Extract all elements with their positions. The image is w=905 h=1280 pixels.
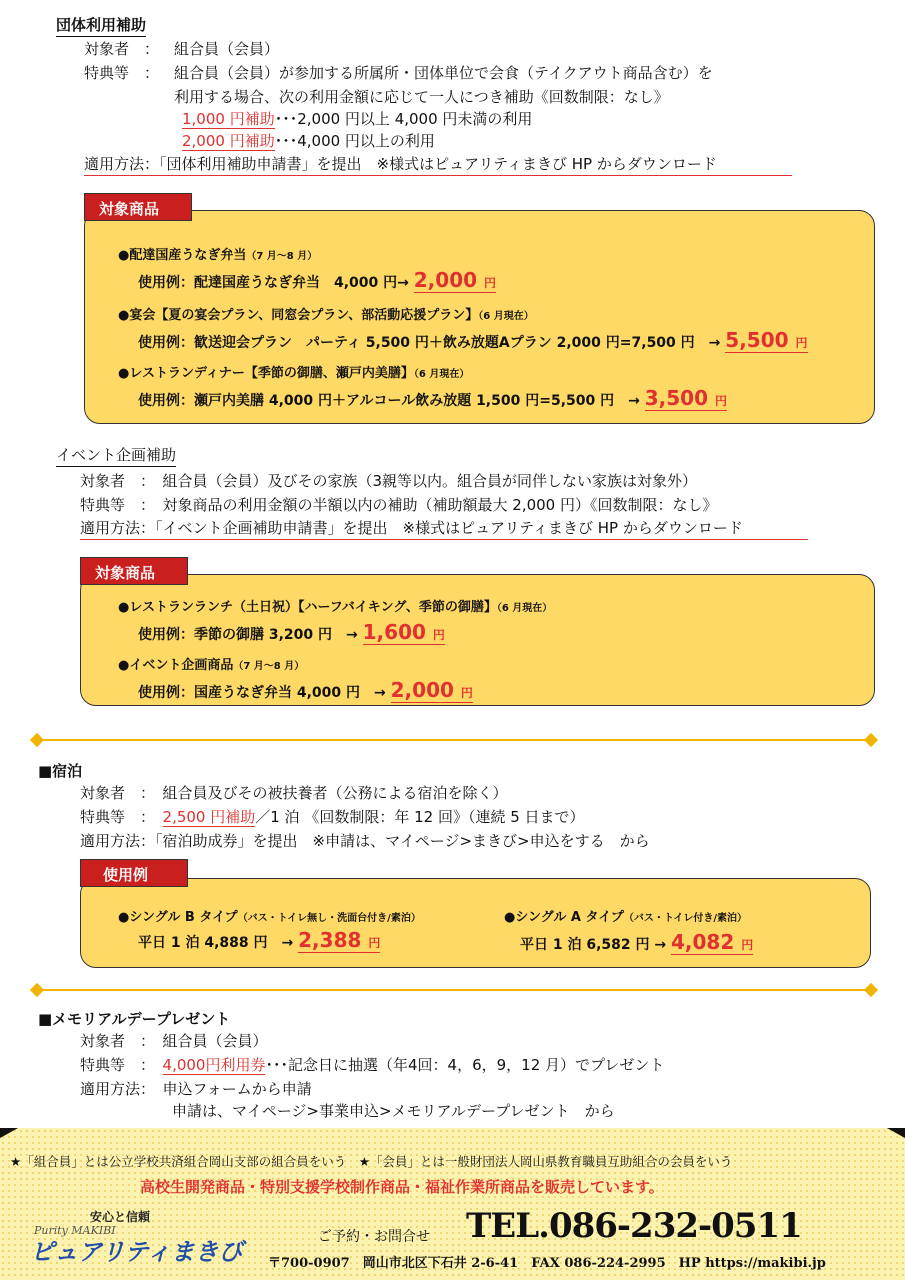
group-target-label: 対象者 ： [84, 40, 160, 58]
group-item-1-price: 2,000 円 [413, 268, 497, 292]
stay-benefit-amount: 2,500 円補助 [162, 808, 256, 826]
divider-2-diamond-right [864, 983, 878, 997]
event-apply-method: 適用方法：「イベント企画補助申請書」を提出 ※様式はピュアリティまきび HP からダウンロード [80, 517, 808, 540]
stay-apply-method: 適用方法：「宿泊助成券」を提出 ※申請は、マイページ>まきび>申込をする から [80, 832, 650, 850]
event-item-2-example: 使用例：国産うなぎ弁当 4,000 円 → 2,000 円 [138, 678, 473, 702]
group-tier2 [182, 130, 435, 152]
divider-1-diamond-right [864, 733, 878, 747]
section-divider-2 [38, 989, 872, 991]
group-tier1 [182, 108, 532, 130]
phone-number[interactable]: TEL.086-232-0511 [466, 1206, 802, 1246]
memorial-benefit-voucher: 4,000円利用券 [162, 1056, 266, 1074]
stay-room-1-example: 平日 1 泊 4,888 円 → 2,388 円 [138, 928, 381, 952]
group-tier2-amount: 2,000 円補助 [182, 132, 275, 150]
memorial-target: 対象者 ： 組合員（会員） [80, 1032, 268, 1050]
stay-room-1-price: 2,388 円 [298, 928, 381, 952]
group-apply-method: 適用方法：「団体利用補助申請書」を提出 ※様式はピュアリティまきび HP からダウンロード [84, 153, 792, 176]
event-target: 対象者 ： 組合員（会員）及びその家族（3親等以内。組合員が同伴しない家族は対象外） [80, 472, 698, 490]
contact-label: ご予約・お問合せ [318, 1229, 430, 1245]
event-item-2-head: ●イベント企画商品（7 月～8 月） [118, 658, 305, 673]
memorial-apply-note: 申請は、マイページ>事業申込>メモリアルデープレゼント から [172, 1102, 615, 1120]
group-tier2-condition: ･･･4,000 円以上の利用 [274, 132, 435, 150]
stay-target: 対象者 ： 組合員及びその被扶養者（公務による宿泊を除く） [80, 784, 508, 802]
event-products-tag: 対象商品 [80, 557, 188, 585]
event-item-1-example: 使用例：季節の御膳 3,200 円 → 1,600 円 [138, 620, 445, 644]
event-section-title: イベント企画補助 [56, 444, 176, 467]
stay-benefit-detail: ／1 泊 《回数制限：年 12 回》（連続 5 日まで） [255, 808, 585, 826]
footer-definition-note: ★「組合員」とは公立学校共済組合岡山支部の組合員をいう ★「会員」とは一般財団法人岡山県教育職員互助組合の会員をいう [10, 1154, 733, 1169]
stay-room-1-head: ●シングル B タイプ（バス・トイレ無し・洗面台付き/素泊） [118, 910, 421, 925]
event-benefit: 特典等 ： 対象商品の利用金額の半額以内の補助（補助額最大 2,000 円）《回数制限：なし》 [80, 496, 718, 514]
stay-benefit [80, 806, 585, 828]
stay-section-title: ■宿泊 [38, 762, 83, 780]
stay-room-2-example: 平日 1 泊 6,582 円 → 4,082 円 [520, 930, 754, 954]
divider-2-diamond-left [30, 983, 44, 997]
memorial-benefit-label: 特典等 ： [80, 1056, 148, 1074]
group-benefit-line1: 組合員（会員）が参加する所属所・団体単位で会食（テイクアウト商品含む）を [174, 64, 713, 82]
memorial-benefit-detail: ･･･記念日に抽選（年4回：4，6，9，12 月）でプレゼント [265, 1056, 665, 1074]
group-item-2-example: 使用例：歓送迎会プラン パーティ 5,500 円＋飲み放題Aプラン 2,000 円=7,500 円 → 5,500 円 [138, 328, 808, 352]
memorial-benefit [80, 1054, 664, 1076]
group-item-3-example: 使用例：瀬戸内美膳 4,000 円＋アルコール飲み放題 1,500 円=5,500 円 → 3,500 円 [138, 386, 727, 410]
group-item-2-head: ●宴会【夏の宴会プラン、同窓会プラン、部活動応援プラン】（6 月現在） [118, 308, 534, 323]
event-item-2-price: 2,000 円 [390, 678, 473, 702]
group-benefit-line2: 利用する場合、次の利用金額に応じて一人につき補助《回数制限：なし》 [174, 88, 669, 106]
group-item-2-price: 5,500 円 [725, 328, 808, 352]
stay-example-tag: 使用例 [80, 859, 188, 887]
group-target-value: 組合員（会員） [174, 40, 280, 58]
group-tier1-condition: ･･･2,000 円以上 4,000 円未満の利用 [274, 110, 533, 128]
group-item-1-head: ●配達国産うなぎ弁当（7 月～8 月） [118, 248, 318, 263]
stay-room-2-price: 4,082 円 [671, 930, 754, 954]
group-products-tag: 対象商品 [84, 193, 192, 221]
logo-tagline: 安心と信頼 [90, 1210, 151, 1224]
group-item-1-example: 使用例：配達国産うなぎ弁当 4,000 円→ 2,000 円 [138, 268, 497, 292]
footer-sales-message: 高校生開発商品・特別支援学校制作商品・福祉作業所商品を販売しています。 [140, 1178, 664, 1196]
logo-english: Purity MAKIBI [34, 1224, 116, 1237]
address-line: 〒700-0907 岡山市北区下石井 2-6-41 FAX 086-224-2995 HP https://makibi.jp [268, 1256, 826, 1271]
divider-1-diamond-left [30, 733, 44, 747]
group-item-3-head: ●レストランディナー【季節の御膳、瀬戸内美膳】（6 月現在） [118, 366, 470, 381]
logo-japanese: ピュアリティまきび [30, 1238, 243, 1266]
memorial-section-title: ■メモリアルデープレゼント [38, 1010, 231, 1028]
event-item-1-price: 1,600 円 [362, 620, 445, 644]
group-benefit-label: 特典等 ： [84, 64, 160, 82]
event-item-1-head: ●レストランランチ（土日祝）【ハーフバイキング、季節の御膳】（6 月現在） [118, 600, 553, 615]
stay-benefit-label: 特典等 ： [80, 808, 148, 826]
stay-room-2-head: ●シングル A タイプ（バス・トイレ付き/素泊） [504, 910, 747, 925]
section-divider-1 [38, 739, 872, 741]
group-tier1-amount: 1,000 円補助 [182, 110, 275, 128]
memorial-apply-method: 適用方法： 申込フォームから申請 [80, 1080, 312, 1098]
group-item-3-price: 3,500 円 [644, 386, 727, 410]
group-section-title: 団体利用補助 [56, 14, 146, 37]
